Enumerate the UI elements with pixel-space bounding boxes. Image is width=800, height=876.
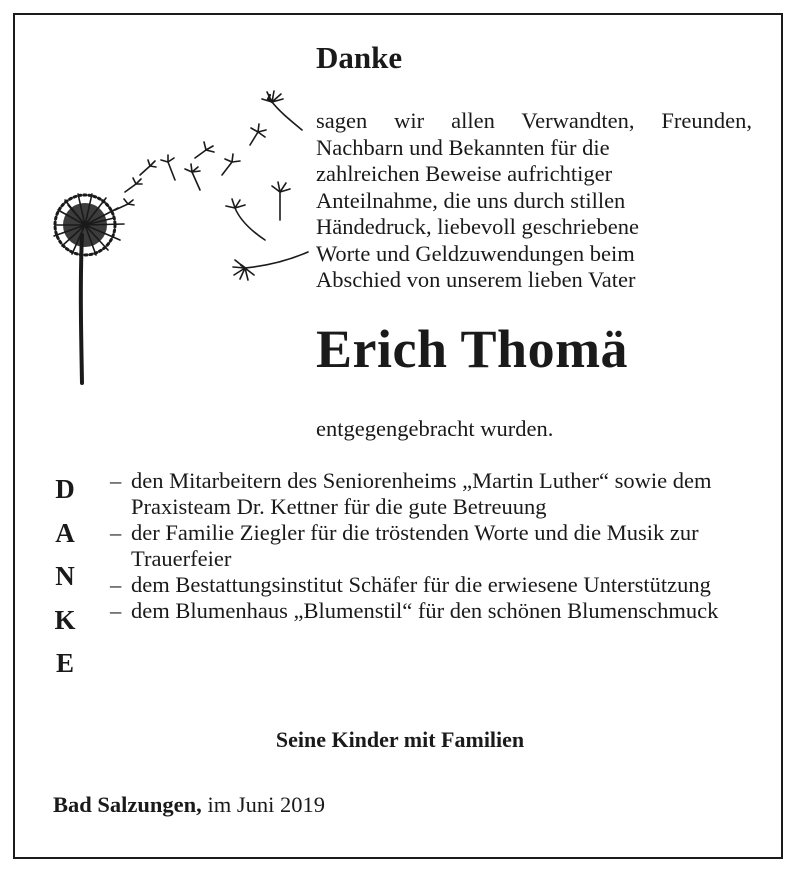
thanks-item [110, 520, 747, 572]
thanks-item [110, 598, 747, 624]
vertical-letter: K [54, 604, 76, 635]
vertical-letter: N [55, 561, 75, 591]
intro-line: Worte und Geldzuwendungen beim [316, 240, 635, 266]
date: im Juni 2019 [207, 792, 325, 817]
intro-line: Abschied von unserem lieben Vater [316, 267, 636, 292]
thanks-item [110, 572, 747, 598]
intro-line: zahlreichen Beweise aufrichtiger [316, 161, 613, 186]
thanks-text: der Familie Ziegler für die tröstenden Worte und die Musik zur Trauerfeier [131, 520, 699, 571]
deceased-name: Erich Thomä [316, 319, 629, 379]
intro-line: Anteilnahme, die uns durch stillen [316, 187, 626, 213]
thanks-text: den Mitarbeitern des Seniorenheims „Martin Luther“ sowie dem Praxisteam Dr. Kettner für die gute Betreuung [131, 468, 712, 519]
vertical-letter: E [55, 648, 74, 678]
intro-line: Nachbarn und Bekannten für die [316, 134, 610, 160]
thanks-list [110, 468, 747, 624]
notice-heading: Danke [316, 40, 403, 75]
vertical-danke [50, 468, 80, 686]
place: Bad Salzungen, [53, 792, 202, 817]
thanks-item [110, 468, 747, 520]
thanks-text: dem Bestattungsinstitut Schäfer für die erwiesene Unterstützung [131, 572, 711, 597]
dash: – [110, 520, 122, 545]
dash: – [110, 598, 122, 623]
intro-line: sagen wir allen Verwandten, Freunden, [316, 108, 752, 133]
signature: Seine Kinder mit Familien [275, 727, 525, 752]
vertical-letter: D [55, 474, 75, 504]
vertical-letter: A [55, 517, 75, 548]
thanks-text: dem Blumenhaus „Blumenstil“ für den schönen Blumenschmuck [131, 598, 719, 623]
dash: – [110, 468, 122, 493]
place-date [53, 792, 325, 818]
closing-text: entgegengebracht wurden. [316, 416, 554, 441]
dandelion-icon [40, 80, 320, 390]
intro-text [316, 108, 752, 294]
intro-line: Händedruck, liebevoll geschriebene [316, 214, 639, 239]
dash: – [110, 572, 122, 597]
